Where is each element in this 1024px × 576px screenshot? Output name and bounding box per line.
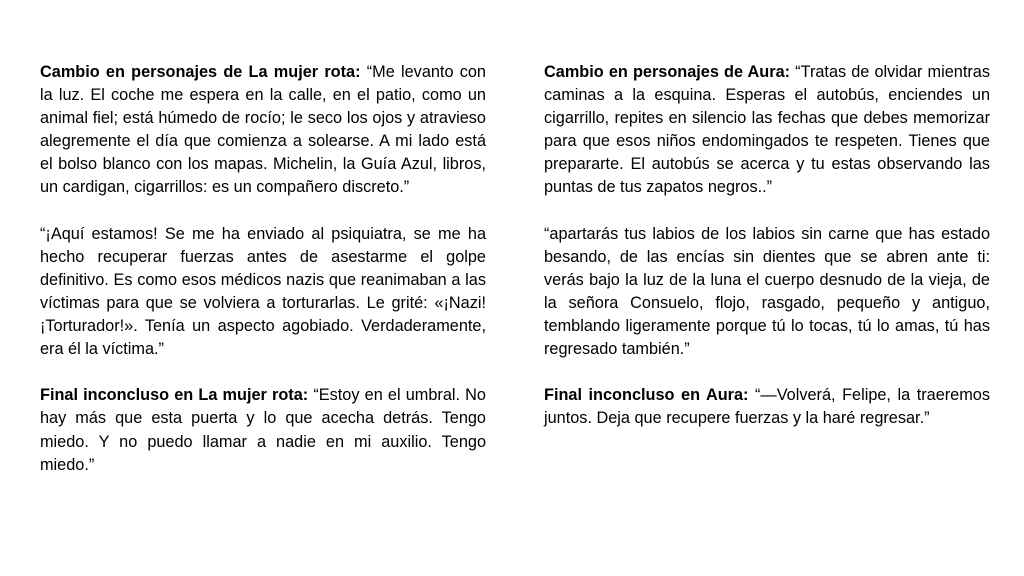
left-paragraph-2 bbox=[40, 223, 486, 362]
left-column bbox=[40, 61, 486, 500]
left-heading-1: Cambio en personajes de La mujer rota: bbox=[40, 63, 361, 81]
left-heading-3: Final inconcluso en La mujer rota: bbox=[40, 386, 309, 405]
right-quote-3: “—Volverá, Felipe, la traeremos juntos. Deja que recupere fuerzas y la haré regresar.” bbox=[544, 386, 990, 428]
left-paragraph-1 bbox=[40, 61, 486, 200]
right-paragraph-3 bbox=[544, 384, 990, 430]
right-column bbox=[544, 61, 990, 454]
right-quote-1: “Tratas de olvidar mientras caminas a la esquina. Esperas el autobús, enciendes un cigarrillo, repites en silencio las fechas que debes memorizar para que esos niños endomingados te respeten. Tienes que prepararte. El autobús se acerca y tu estas observando las puntas de tus zapatos negros..” bbox=[544, 63, 990, 197]
left-quote-2: “¡Aquí estamos! Se me ha enviado al psiquiatra, se me ha hecho recuperar fuerzas antes de asestarme el golpe definitivo. Es como esos médicos nazis que reanimaban a las víctimas para que se volviera a torturarlas. Le grité: «¡Nazi! ¡Torturador!». Tenía un aspecto agobiado. Verdaderamente, era él la víctima.” bbox=[40, 224, 486, 359]
right-paragraph-2 bbox=[544, 223, 990, 362]
right-heading-1: Cambio en personajes de Aura: bbox=[544, 63, 791, 81]
right-paragraph-1 bbox=[544, 61, 990, 200]
right-quote-2: “apartarás tus labios de los labios sin carne que has estado besando, de las encías sin dientes que se abren ante ti: verás bajo la luz de la luna el cuerpo desnudo de la vieja, de la señora Consuelo, flojo, rasgado, pequeño y antiguo, temblando ligeramente porque tú lo tocas, tú lo amas, tú has regresado también.” bbox=[544, 224, 990, 359]
left-quote-1: “Me levanto con la luz. El coche me espera en la calle, en el patio, como un animal fiel; está húmedo de rocío; le seco los ojos y atravieso alegremente el día que comienza a solearse. A mi lado está el bolso blanco con los mapas. Michelin, la Guía Azul, libros, un cardigan, cigarrillos: es un compañero discreto.” bbox=[40, 63, 486, 197]
left-paragraph-3 bbox=[40, 384, 486, 476]
left-quote-3: “Estoy en el umbral. No hay más que esta puerta y lo que acecha detrás. Tengo miedo. Y no puedo llamar a nadie en mi auxilio. Tengo miedo.” bbox=[40, 386, 486, 474]
right-heading-3: Final inconcluso en Aura: bbox=[544, 386, 749, 405]
